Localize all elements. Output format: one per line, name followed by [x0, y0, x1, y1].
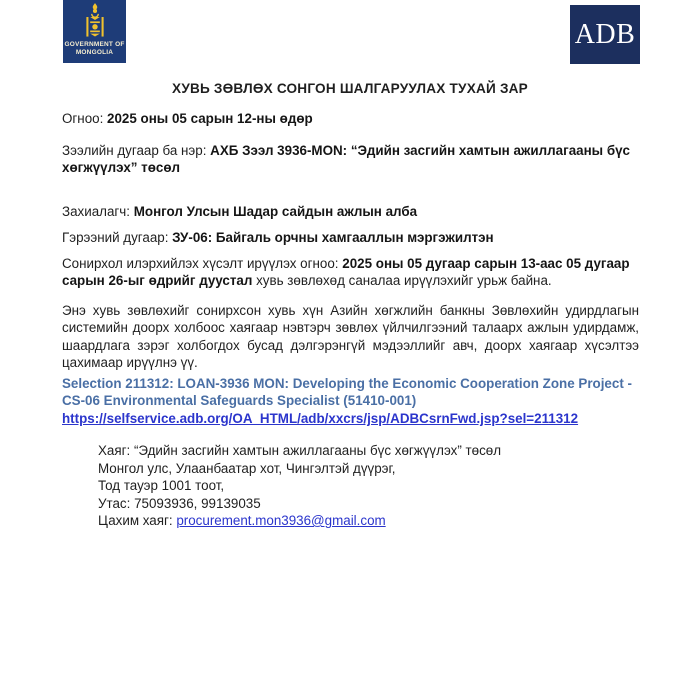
eoi-value: 2025 оны 05 дугаар сарын 13-аас 05 дугаар сарын 26-ыг өдрийг дуустал: [62, 256, 630, 289]
date-label: Огноо:: [62, 111, 108, 126]
client-value: Монгол Улсын Шадар сайдын ажлын алба: [133, 204, 418, 219]
government-of-mongolia-logo: [63, 0, 126, 63]
selection-block: [62, 375, 639, 427]
address-city-line: Монгол улс, Улаанбаатар хот, Чингэлтэй дүүрэг,: [98, 460, 396, 476]
adb-logo: [570, 5, 640, 64]
email-label: Цахим хаяг:: [98, 513, 177, 528]
phone-label: Утас:: [98, 495, 135, 511]
client-label: Захиалагч:: [62, 204, 134, 219]
address-block: [98, 442, 598, 530]
eoi-suffix: хувь зөвлөхөд саналаа ирүүлэхийг урьж байна.: [252, 273, 552, 289]
contract-value: ЗУ-06: Байгаль орчны хамгааллын мэргэжилтэн: [172, 230, 494, 245]
eoi-label: Сонирхол илэрхийлэх хүсэлт ирүүлэх огноо:: [62, 256, 343, 271]
email-line: [98, 512, 598, 530]
address-building-line: Тод тауэр 1001 тоот,: [98, 478, 225, 493]
government-logo-caption-line2: MONGOLIA: [75, 48, 114, 56]
contract-label: Гэрээний дугаар:: [62, 230, 173, 245]
selection-url-link[interactable]: https://selfservice.adb.org/OA_HTML/adb/xxcrs/jsp/ADBCsrnFwd.jsp?sel=211312: [62, 410, 579, 426]
loan-label: Зээлийн дугаар ба нэр:: [62, 143, 211, 158]
loan-line: [62, 142, 639, 177]
adb-logo-text: ADB: [574, 18, 636, 50]
loan-value: АХБ Зээл 3936-MON: “Эдийн засгийн хамтын ажиллагааны бүс хөгжүүлэх” төсөл: [62, 143, 630, 176]
government-logo-caption-line1: GOVERNMENT OF: [64, 41, 125, 48]
page-title: ХУВЬ ЗӨВЛӨХ СОНГОН ШАЛГАРУУЛАХ ТУХАЙ ЗАР: [172, 81, 528, 96]
contract-line: [62, 229, 639, 246]
address-project-line: Хаяг: “Эдийн засгийн хамтын ажиллагааны бүс хөгжүүлэх” төсөл: [98, 443, 502, 458]
instructions-paragraph: Энэ хувь зөвлөхийг сонирхсон хувь хүн Азийн хөгжлийн банкны Зөвлөхийн удирдлагын системийн доорх холбоос хаягаар нэвтэрч зөвлөх үйлчилгээний талаарх ажлын удирдамж, шаардлага зэрэг холбогдох бусад дэлгэрэнгүй мэдээллийг авч, доорх хаягаар хүсэлтээ цахимаар ирүүлнэ үү.: [62, 303, 639, 370]
soyombo-icon: [82, 3, 108, 39]
email-link[interactable]: procurement.mon3936@gmail.com: [176, 513, 386, 528]
selection-title: Selection 211312: LOAN-3936 MON: Developing the Economic Cooperation Zone Project - CS-06 Environmental Safeguards Specialist (51410-001): [62, 376, 632, 409]
eoi-deadline-line: [62, 255, 639, 290]
government-logo-caption: [64, 41, 124, 56]
phone-value: 75093936, 99139035: [134, 495, 261, 511]
client-line: [62, 203, 639, 220]
date-value: 2025 оны 05 сарын 12-ны өдөр: [107, 111, 313, 126]
date-line: [62, 110, 639, 127]
phone-line: [98, 495, 598, 513]
